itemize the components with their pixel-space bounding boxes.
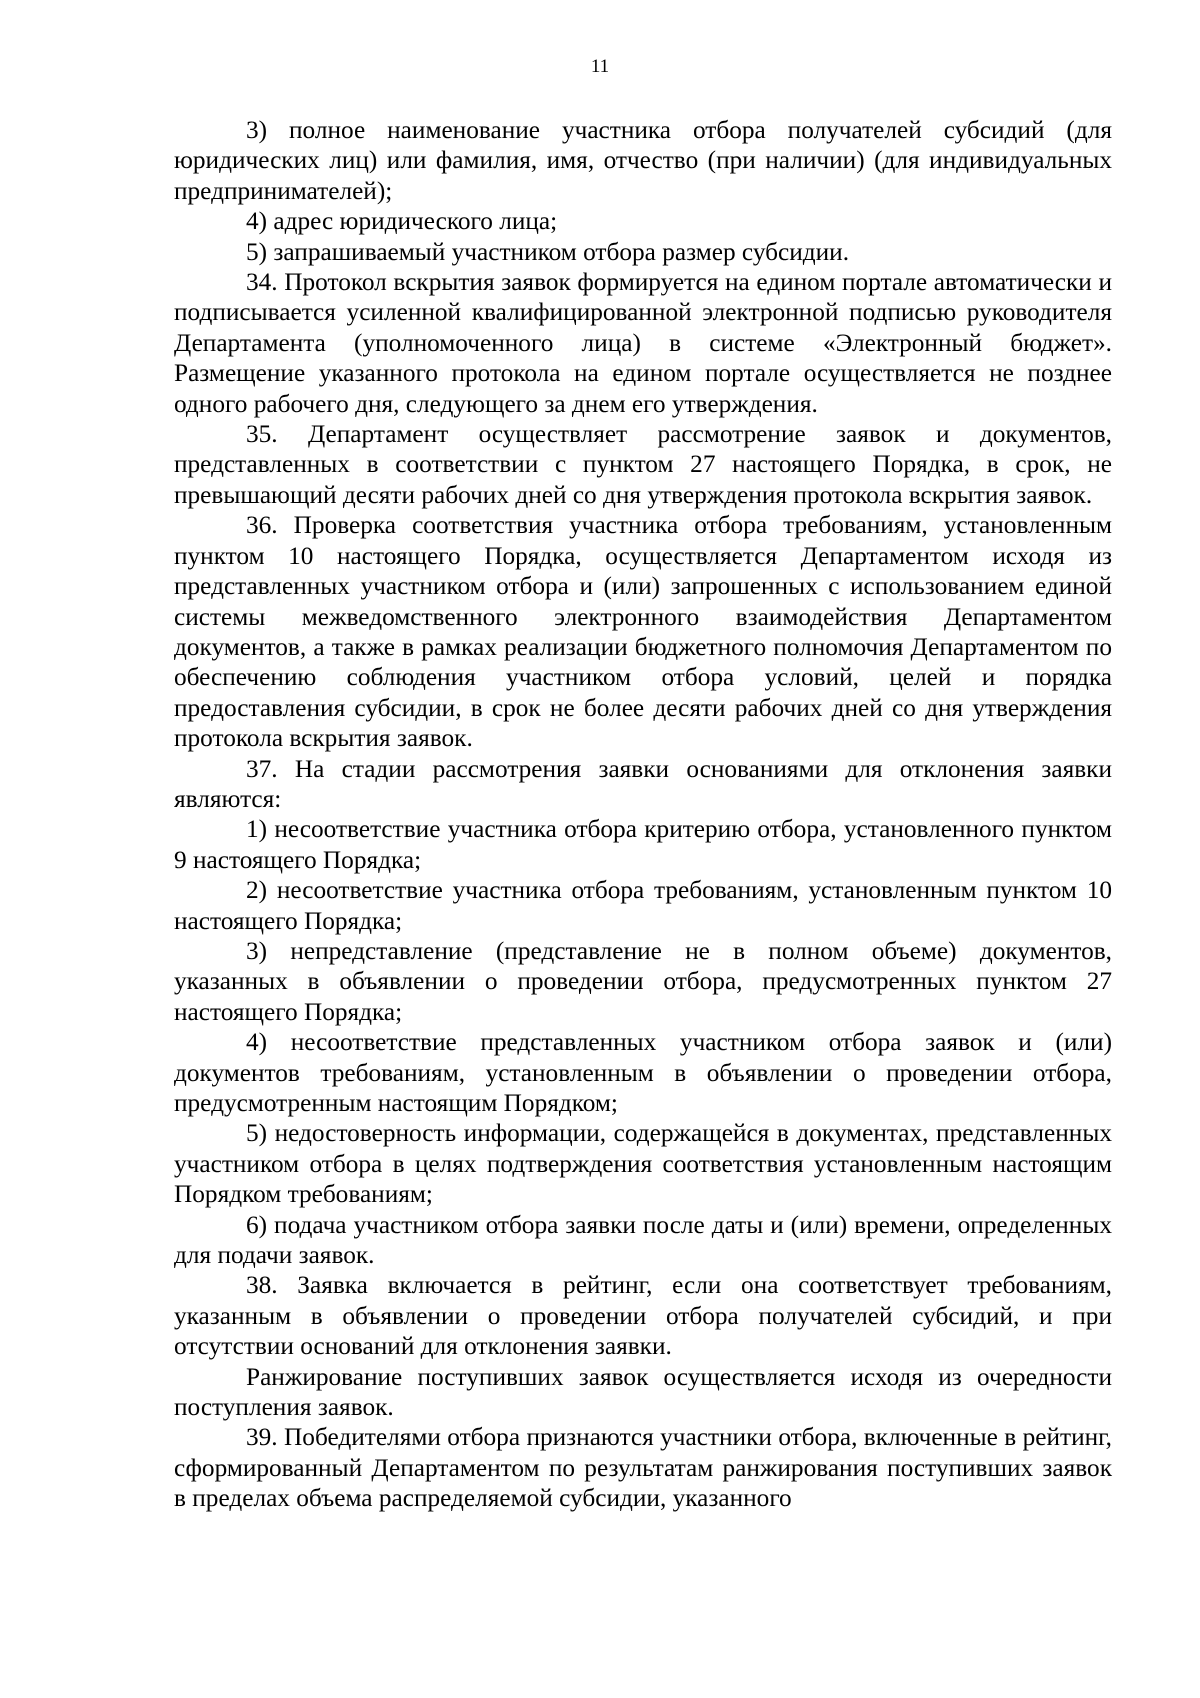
paragraph-37-item-3: 3) непредставление (представление не в полном объеме) документов, указанных в объявлении о проведении отбора, предусмотренных пунктом 27 настоящего Порядка; [174,936,1112,1026]
paragraph-item-3: 3) полное наименование участника отбора получателей субсидий (для юридических лиц) или фамилия, имя, отчество (при наличии) (для индивидуальных предпринимателей); [174,116,1112,205]
paragraph-37-item-5: 5) недостоверность информации, содержащейся в документах, представленных участником отбора в целях подтверждения соответствия установленным настоящим Порядком требованиям; [174,1119,1112,1209]
paragraph-item-5: 5) запрашиваемый участником отбора размер субсидии. [246,237,850,266]
page-number: 11 [590,56,610,77]
paragraph-36: 36. Проверка соответствия участника отбора требованиям, установленным пунктом 10 настоящего Порядка, осуществляется Департаментом исходя из представленных участником отбора и (или) запрошенных с использованием единой системы межведомственного электронного взаимодействия Департаментом документов, а также в рамках реализации бюджетного полномочия Департаментом по обеспечению соблюдения участником отбора условий, целей и порядка предоставления субсидии, в срок не более десяти рабочих дней со дня утверждения протокола вскрытия заявок. [174,511,1112,753]
document-body [174,115,1112,1514]
paragraph-34: 34. Протокол вскрытия заявок формируется на едином портале автоматически и подписывается усиленной квалифицированной электронной подписью руководителя Департамента (уполномоченного лица) в системе «Электронный бюджет». Размещение указанного протокола на едином портале осуществляется не позднее одного рабочего дня, следующего за днем его утверждения. [174,268,1112,418]
paragraph-37: 37. На стадии рассмотрения заявки основаниями для отклонения заявки являются: [174,754,1112,813]
paragraph-37-item-2: 2) несоответствие участника отбора требованиям, установленным пунктом 10 настоящего Порядка; [174,876,1112,935]
paragraph-37-item-1: 1) несоответствие участника отбора критерию отбора, установленного пунктом 9 настоящего Порядка; [174,815,1112,874]
paragraph-38: 38. Заявка включается в рейтинг, если она соответствует требованиям, указанным в объявлении о проведении отбора получателей субсидий, и при отсутствии оснований для отклонения заявки. [174,1271,1112,1361]
paragraph-37-item-6: 6) подача участником отбора заявки после даты и (или) времени, определенных для подачи заявок. [174,1210,1112,1270]
paragraph-39: 39. Победителями отбора признаются участники отбора, включенные в рейтинг, сформированный Департаментом по результатам ранжирования поступивших заявок в пределах объема распределяемой субсидии, указанного [174,1423,1112,1513]
paragraph-38-ranking: Ранжирование поступивших заявок осуществляется исходя из очередности поступления заявок. [174,1362,1112,1422]
paragraph-35: 35. Департамент осуществляет рассмотрение заявок и документов, представленных в соответствии с пунктом 27 настоящего Порядка, в срок, не превышающий десяти рабочих дней со дня утверждения протокола вскрытия заявок. [174,420,1112,509]
paragraph-item-4: 4) адрес юридического лица; [246,207,558,236]
paragraph-37-item-4: 4) несоответствие представленных участником отбора заявок и (или) документов требованиям, установленным в объявлении о проведении отбора, предусмотренным настоящим Порядком; [174,1028,1112,1117]
